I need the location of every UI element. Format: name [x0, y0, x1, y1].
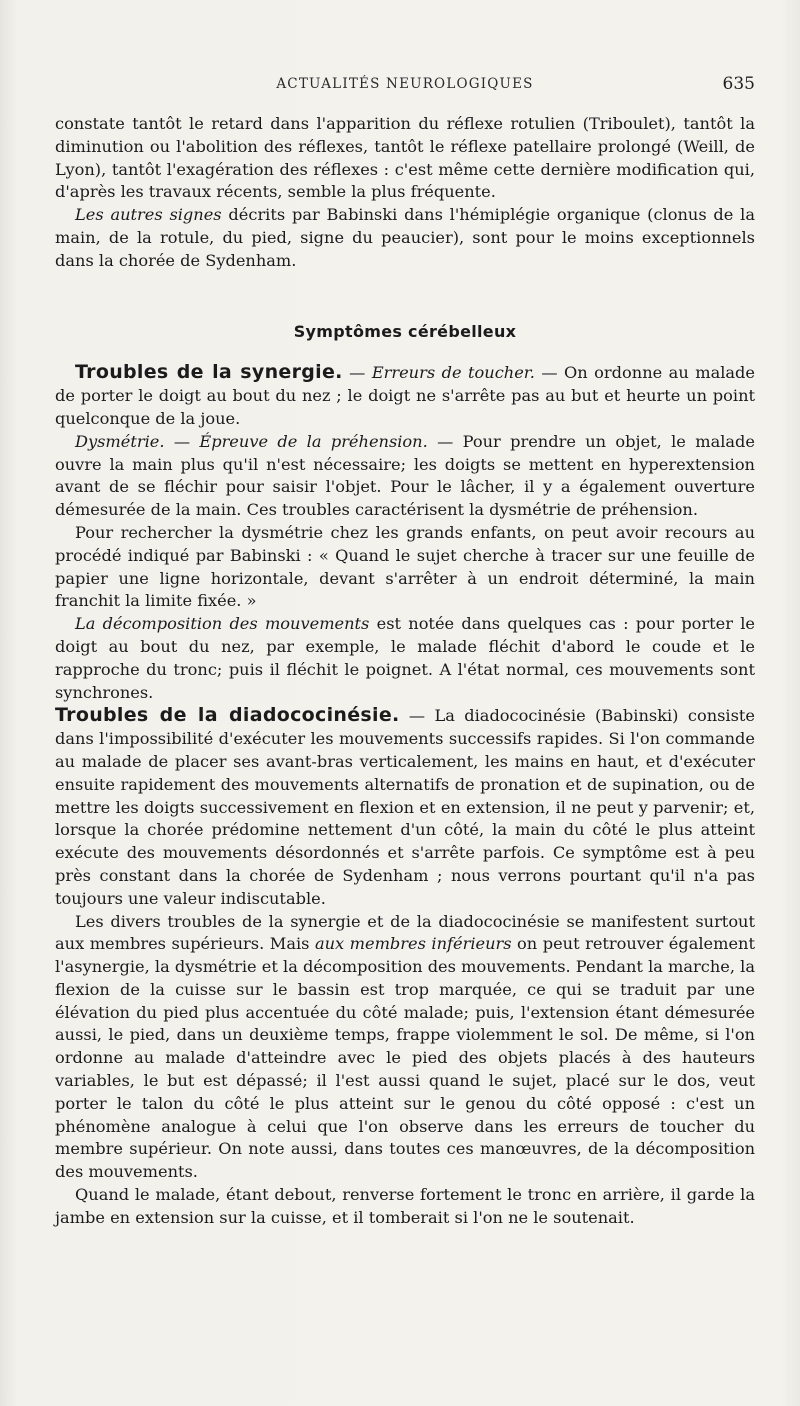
- paragraph-text: décrits par Babinski dans l'hémiplégie organique (clonus de la main, de la rotule, du pied, signe du peaucier), sont pour le moins exceptionnels dans la chorée de Sydenham.: [55, 205, 755, 270]
- page-number: 635: [722, 74, 755, 94]
- run-in-heading: Troubles de la diadococinésie.: [55, 704, 400, 727]
- paragraph-text: — On ordonne au malade de porter le doigt au bout du nez ; le doigt ne s'arrête pas au but et heurte un point quelconque de la joue.: [55, 363, 755, 428]
- paragraph-babinski-procedure: Pour rechercher la dysmétrie chez les grands enfants, on peut avoir recours au procédé indiqué par Babinski : « Quand le sujet cherche à tracer sur une feuille de papier une ligne horizontale, devant s'arrêter à un endroit déterminé, la main franchit la limite fixée. »: [55, 522, 755, 611]
- page-header: [55, 74, 755, 98]
- paragraph-text: — Pour prendre un objet, le malade ouvre la main plus qu'il n'est nécessaire; les doigts se mettent en hyperextension avant de se fléchir pour saisir l'objet. Pour le lâcher, il y a également ouverture démesurée de la main. Ces troubles caractérisent la dysmétrie de préhension.: [55, 431, 755, 520]
- page-body: [55, 113, 755, 1230]
- run-in-heading: Troubles de la synergie.: [75, 361, 343, 384]
- paragraph-other-signs: [55, 204, 755, 272]
- paragraph-decomposition: [55, 613, 755, 704]
- paragraph-dysmetrie: [55, 431, 755, 522]
- italic-subheading: Dysmétrie.: [75, 431, 165, 451]
- dash: —: [164, 431, 200, 451]
- paragraph-reflexes: constate tantôt le retard dans l'apparition du réflexe rotulien (Triboulet), tantôt la diminution ou l'abolition des réflexes, tantôt le réflexe patellaire prolongé (Weill, de Lyon), tantôt l'exagération des réflexes : c'est même cette dernière modification qui, d'après les travaux récents, semble la plus fréquente.: [55, 114, 755, 202]
- italic-phrase: aux membres inférieurs: [314, 934, 512, 954]
- paragraph-lower-limbs: [55, 911, 755, 1185]
- italic-subheading: La décomposition des mouvements: [75, 614, 370, 634]
- paragraph-text: est notée dans quelques cas : pour porter le doigt au bout du nez, par exemple, le malade fléchit d'abord le coude et le rapproche du tronc; puis il fléchit le poignet. A l'état normal, ces mouvements sont synchrones.: [55, 614, 755, 702]
- italic-subheading: Épreuve de la préhension.: [199, 431, 428, 451]
- paragraph-standing: Quand le malade, étant debout, renverse fortement le tronc en arrière, il garde la jambe en extension sur la cuisse, et il tomberait si l'on ne le soutenait.: [55, 1185, 755, 1227]
- dash: —: [342, 363, 372, 383]
- paragraph-text: Les divers troubles de la synergie et de la diadococinésie se manifestent surtout aux membres supérieurs. Mais: [55, 911, 755, 954]
- paragraph-text: — La diadococinésie (Babinski) consiste dans l'impossibilité d'exécuter les mouvements successifs rapides. Si l'on commande au malade de placer ses avant-bras verticalement, les mains en haut, et d'exécuter ensuite rapidement des mouvements alternatifs de pronation et de supination, ou de mettre les doigts successivement en flexion et en extension, il ne peut y parvenir; et, lorsque la chorée prédomine nettement d'un côté, la main du côté le plus atteint exécute des mouvements désordonnés et s'arrête parfois. Ce symptôme est à peu près constant dans la chorée de Sydenham ; nous verrons pourtant qu'il n'a pas toujours une valeur indiscutable.: [55, 706, 755, 908]
- italic-subheading: Erreurs de toucher.: [371, 363, 535, 383]
- paragraph-synergie: [55, 361, 755, 430]
- running-head: ACTUALITÉS NEUROLOGIQUES: [276, 76, 534, 92]
- italic-lead: Les autres signes: [75, 205, 222, 225]
- section-title: Symptômes cérébelleux: [293, 321, 517, 341]
- paragraph-text: on peut retrouver également l'asynergie, la dysmétrie et la décomposition des mouvements. Pendant la marche, la flexion de la cuisse sur le bassin est trop marquée, ce qui se traduit par une élévation du pied plus accentuée du côté malade; puis, l'extension étant démesurée aussi, le pied, dans un deuxième temps, frappe violemment le sol. De même, si l'on ordonne au malade d'atteindre avec le pied des objets placés à des hauteurs variables, le but est dépassé; il l'est aussi quand le sujet, placé sur le dos, veut porter le talon du côté le plus atteint sur le genou du côté opposé : c'est un phénomène analogue à celui que l'on observe dans les erreurs de toucher du membre supérieur. On note aussi, dans toutes ces manœuvres, de la décomposition des mouvements.: [55, 934, 755, 1182]
- paragraph-diadococinesie: [55, 704, 755, 910]
